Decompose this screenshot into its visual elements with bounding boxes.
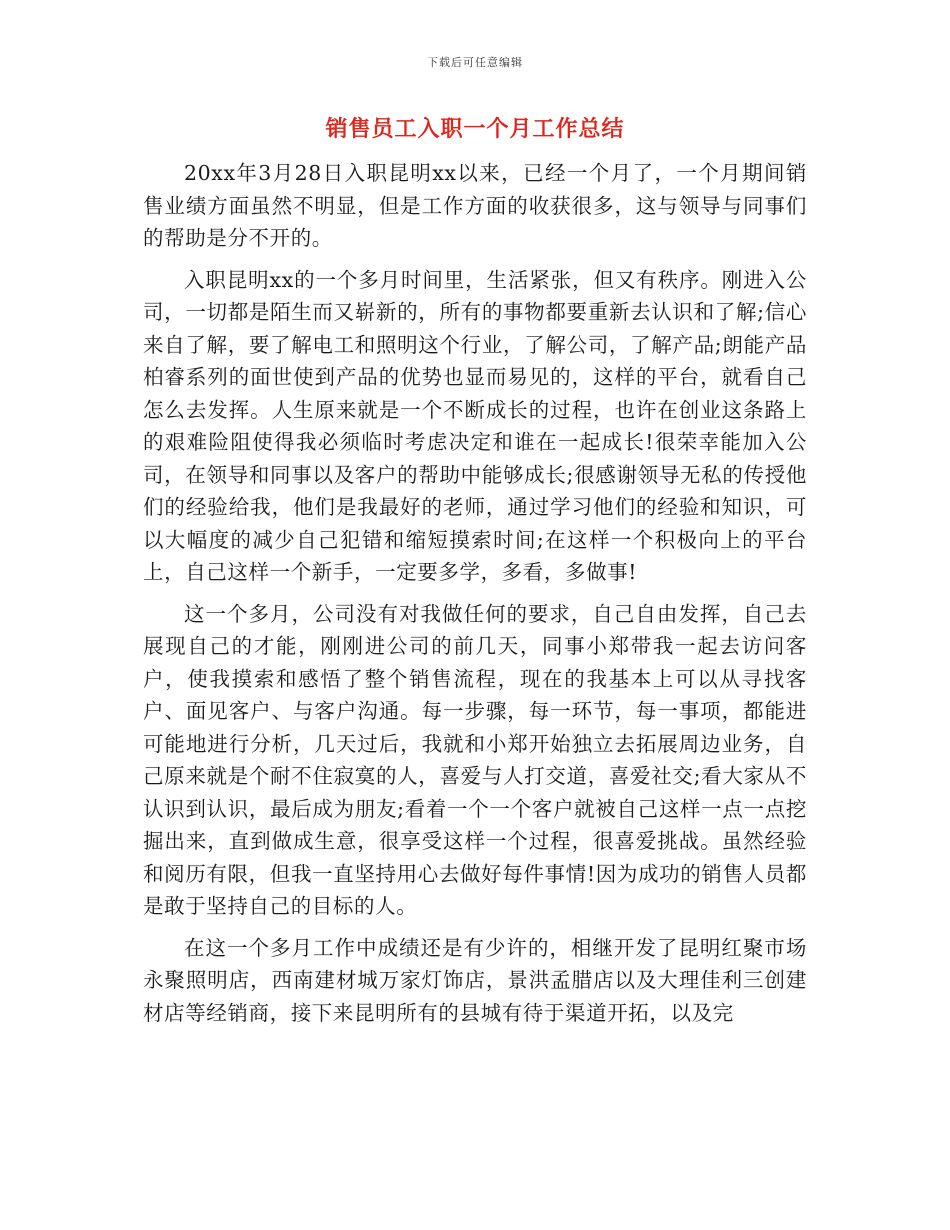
document-body [143,157,807,1038]
paragraph-2: 入职昆明xx的一个多月时间里，生活紧张，但又有秩序。刚进入公司，一切都是陌生而又崭新的，所有的事物都要重新去认识和了解;信心来自了解，要了解电工和照明这个行业，了解公司，了解产品;朗能产品柏睿系列的面世使到产品的优势也显而易见的，这样的平台，就看自己怎么去发挥。人生原来就是一个不断成长的过程，也许在创业这条路上的艰难险阻使得我必须临时考虑决定和谁在一起成长!很荣幸能加入公司，在领导和同事以及客户的帮助中能够成长;很感谢领导无私的传授他们的经验给我，他们是我最好的老师，通过学习他们的经验和知识，可以大幅度的减少自己犯错和缩短摸索时间;在这样一个积极向上的平台上，自己这样一个新手，一定要多学，多看，多做事! [143,267,807,584]
document-title: 销售员工入职一个月工作总结 [325,116,625,142]
paragraph-4: 在这一个多月工作中成绩还是有少许的，相继开发了昆明红聚市场永聚照明店，西南建材城万家灯饰店，景洪孟腊店以及大理佳利三创建材店等经销商，接下来昆明所有的县城有待于渠道开拓，以及完 [143,935,807,1025]
paragraph-1: 20xx年3月28日入职昆明xx以来，已经一个月了，一个月期间销售业绩方面虽然不明显，但是工作方面的收获很多，这与领导与同事们的帮助是分不开的。 [143,161,807,250]
header-note: 下载后可任意编辑 [427,56,523,69]
paragraph-3: 这一个多月，公司没有对我做任何的要求，自己自由发挥，自己去展现自己的才能，刚刚进公司的前几天，同事小郑带我一起去访问客户，使我摸索和感悟了整个销售流程，现在的我基本上可以从寻找客户、面见客户、与客户沟通。每一步骤，每一环节，每一事项，都能进可能地进行分析，几天过后，我就和小郑开始独立去拓展周边业务，自己原来就是个耐不住寂寞的人，喜爱与人打交道，喜爱社交;看大家从不认识到认识，最后成为朋友;看着一个一个客户就被自己这样一点一点挖掘出来，直到做成生意，很享受这样一个过程，很喜爱挑战。虽然经验和阅历有限，但我一直坚持用心去做好每件事情!因为成功的销售人员都是敢于坚持自己的目标的人。 [143,601,807,918]
